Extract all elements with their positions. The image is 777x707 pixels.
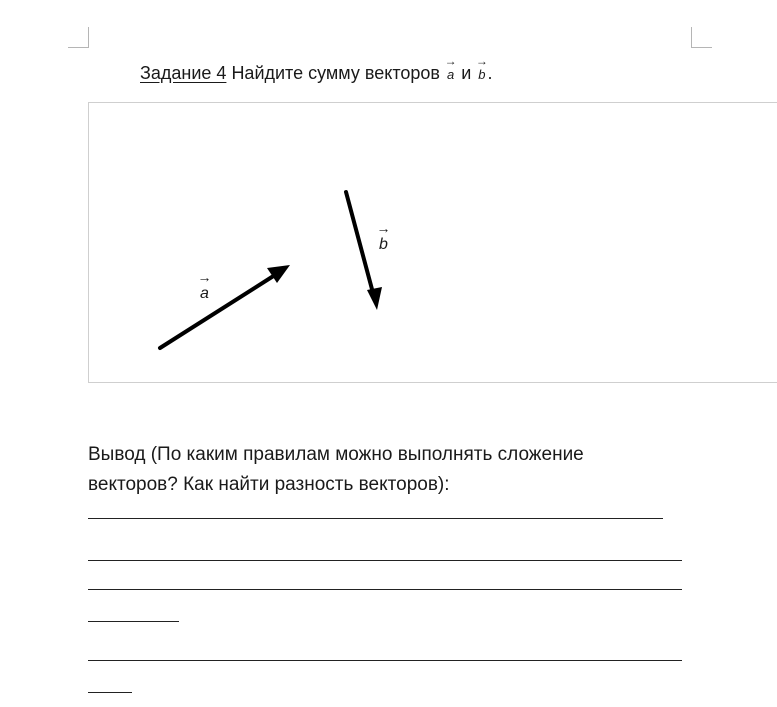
task-heading: [140, 54, 493, 90]
answer-blank-line[interactable]: [88, 560, 682, 561]
vector-a-arrowhead: [267, 265, 290, 283]
page-corner-mark-right: [691, 27, 712, 48]
page-corner-mark-left: [68, 27, 89, 48]
vector-arrow-icon: →: [197, 269, 212, 285]
conclusion-prompt: [88, 440, 688, 500]
vector-b-label: → b: [376, 220, 391, 253]
answer-blank-line[interactable]: [88, 660, 682, 661]
vector-arrow-icon: →: [376, 220, 391, 236]
vector-arrow-icon: →: [444, 54, 457, 68]
vector-a-label: → a: [197, 269, 212, 302]
conclusion-line-2: векторов? Как найти разность векторов):: [88, 474, 450, 495]
vectors-drawing: [89, 103, 777, 384]
answer-blank-line[interactable]: [88, 621, 179, 622]
task-conjunction: и: [461, 63, 472, 83]
vector-b-symbol: → b: [476, 60, 487, 90]
vector-arrow-icon: →: [475, 54, 488, 68]
vector-b-line: [346, 192, 373, 293]
conclusion-line-1: Вывод (По каким правилам можно выполнять сложение: [88, 444, 584, 465]
task-end: .: [487, 63, 493, 83]
vector-a-symbol: → a: [445, 60, 456, 90]
answer-blank-line[interactable]: [88, 692, 132, 693]
vector-a-line: [160, 269, 275, 348]
vector-figure: [88, 102, 777, 383]
vector-b-arrowhead: [367, 287, 382, 310]
task-text: Найдите сумму векторов: [231, 63, 440, 83]
answer-blank-line[interactable]: [88, 518, 663, 519]
task-label: Задание 4: [140, 63, 227, 83]
answer-blank-line[interactable]: [88, 589, 682, 590]
